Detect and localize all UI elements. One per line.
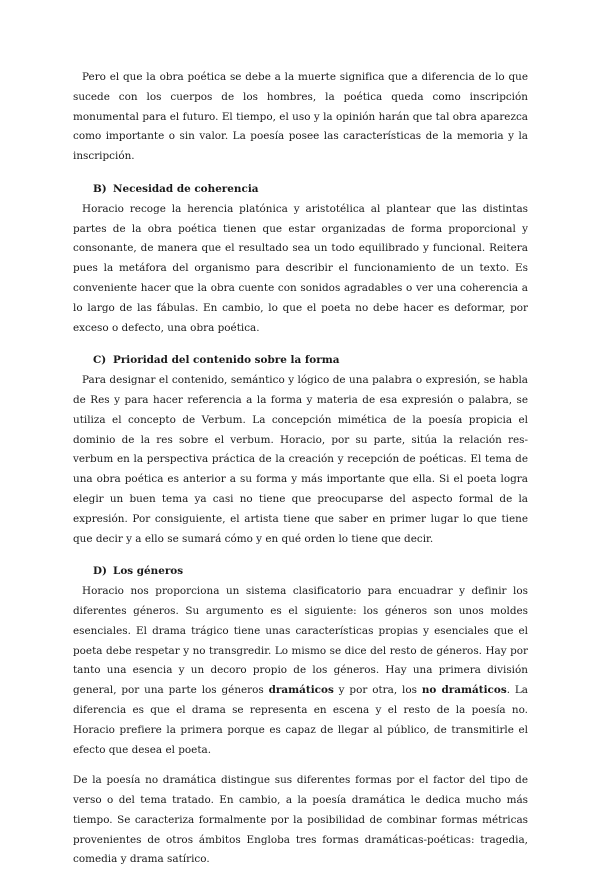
section-b-title: Necesidad de coherencia: [113, 182, 259, 195]
closing-paragraph: De la poesía no dramática distingue sus diferentes formas por el factor del tipo de verso o del tema tratado. En cambio, a la poesía dramática le dedica mucho más tiempo. Se caracteriza formalmente por la posibilidad de combinar formas métricas provenientes de otros ámbitos Engloba tres formas dramáticas-poéticas: tragedia, comedia y drama satírico.: [73, 774, 528, 866]
section-d-text-middle: y por otra, los: [333, 684, 422, 697]
section-d-paragraph: [73, 582, 528, 760]
section-b-letter: B): [93, 182, 107, 195]
section-d-title: Los géneros: [113, 565, 184, 578]
section-d-text-before: Horacio nos proporciona un sistema clasificatorio para encuadrar y definir los diferentes géneros. Su argumento es el siguiente: los géneros son unos moldes esenciales. El drama trágico tiene unas características propias y esenciales que el poeta debe respetar y no transgredir. Lo mismo se dice del resto de géneros. Hay por tanto una esencia y un decoro propio de los géneros. Hay una primera división general, por una parte los géneros: [73, 585, 528, 697]
section-d-text-after: . La diferencia es que el drama se representa en escena y el resto de la poesía no. Horacio prefiere la primera porque es capaz de llegar al público, de transmitirle el efecto que desea el poeta.: [73, 684, 528, 756]
section-b-heading: [73, 180, 528, 200]
bold-no-dramaticos: no dramáticos: [421, 684, 507, 697]
document-page: [73, 68, 528, 870]
section-d-letter: D): [93, 565, 107, 578]
section-d-heading: [73, 562, 528, 582]
intro-paragraph: Pero el que la obra poética se debe a la muerte significa que a diferencia de lo que sucede con los cuerpos de los hombres, la poética queda como inscripción monumental para el futuro. El tiempo, el uso y la opinión harán que tal obra aparezca como importante o sin valor. La poesía posee las características de la memoria y la inscripción.: [73, 71, 528, 163]
section-c-paragraph: Para designar el contenido, semántico y lógico de una palabra o expresión, se habla de Res y para hacer referencia a la forma y materia de esa expresión o palabra, se utiliza el concepto de Verbum. La concepción mimética de la poesía propicia el dominio de la res sobre el verbum. Horacio, por su parte, sitúa la relación res-verbum en la perspectiva práctica de la creación y recepción de poéticas. El tema de una obra poética es anterior a su forma y más importante que ella. Si el poeta logra elegir un buen tema ya casi no tiene que preocuparse del aspecto formal de la expresión. Por consiguiente, el artista tiene que saber en primer lugar lo que tiene que decir y a ello se sumará cómo y en qué orden lo tiene que decir.: [73, 374, 528, 545]
section-c-letter: C): [93, 354, 107, 367]
section-c-heading: [73, 351, 528, 371]
section-b-paragraph: Horacio recoge la herencia platónica y aristotélica al plantear que las distintas partes de la obra poética tienen que estar organizadas de forma proporcional y consonante, de manera que el resultado sea un todo equilibrado y funcional. Reitera pues la metáfora del organismo para describir el funcionamiento de un texto. Es conveniente hacer que la obra cuente con sonidos agradables o ver una coherencia a lo largo de las fábulas. En cambio, lo que el poeta no debe hacer es deformar, por exceso o defecto, una obra poética.: [73, 202, 528, 334]
bold-dramaticos: dramáticos: [268, 684, 334, 697]
section-c-title: Prioridad del contenido sobre la forma: [113, 354, 340, 367]
